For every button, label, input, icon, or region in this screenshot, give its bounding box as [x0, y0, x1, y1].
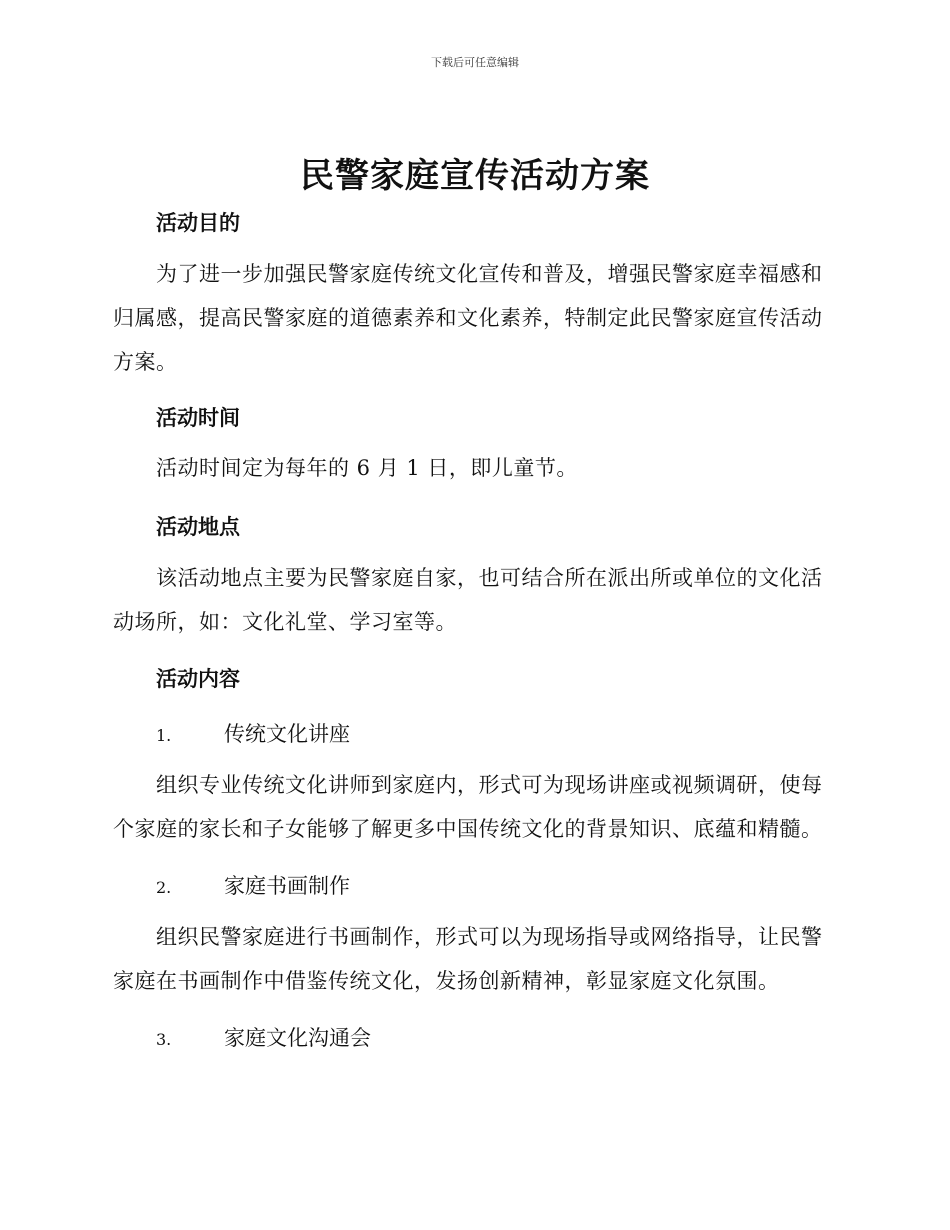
list-item-label: 家庭书画制作	[224, 874, 350, 898]
list-item-3	[156, 1022, 371, 1052]
list-item-number: 2.	[156, 878, 172, 897]
list-item-number: 1.	[156, 726, 172, 745]
paragraph-place: 该活动地点主要为民警家庭自家，也可结合所在派出所或单位的文化活动场所，如：文化礼堂、学习室等。	[113, 566, 823, 634]
list-item-2	[156, 870, 350, 900]
list-item-number: 3.	[156, 1030, 172, 1049]
paragraph-time: 活动时间定为每年的 6 月 1 日，即儿童节。	[156, 456, 578, 480]
header-note: 下载后可任意编辑	[431, 56, 519, 69]
heading-time: 活动时间	[156, 406, 240, 430]
list-item-label: 家庭文化沟通会	[224, 1026, 371, 1050]
heading-content: 活动内容	[156, 667, 240, 691]
heading-purpose: 活动目的	[156, 211, 240, 235]
document-title: 民警家庭宣传活动方案	[300, 156, 650, 196]
paragraph-item-1: 组织专业传统文化讲师到家庭内，形式可为现场讲座或视频调研，使每个家庭的家长和子女能够了解更多中国传统文化的背景知识、底蕴和精髓。	[113, 773, 823, 841]
heading-place: 活动地点	[156, 515, 240, 539]
paragraph-item-2: 组织民警家庭进行书画制作，形式可以为现场指导或网络指导，让民警家庭在书画制作中借鉴传统文化，发扬创新精神，彰显家庭文化氛围。	[113, 925, 823, 993]
paragraph-purpose: 为了进一步加强民警家庭传统文化宣传和普及，增强民警家庭幸福感和归属感，提高民警家庭的道德素养和文化素养，特制定此民警家庭宣传活动方案。	[113, 262, 823, 374]
list-item-label: 传统文化讲座	[224, 722, 350, 746]
list-item-1	[156, 718, 350, 748]
